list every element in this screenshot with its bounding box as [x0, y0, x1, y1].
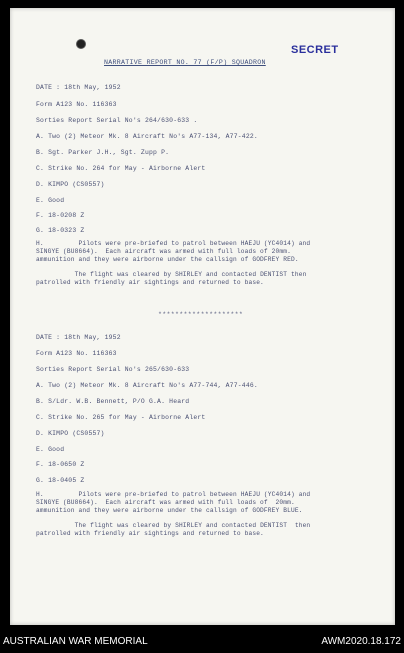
- s2-item-e: E. Good: [36, 446, 65, 453]
- s2-date: DATE : 18th May, 1952: [36, 334, 121, 341]
- s1-form: Form A123 No. 116363: [36, 101, 117, 108]
- punch-hole: [76, 39, 86, 49]
- footer-accession-number: AWM2020.18.172: [321, 636, 401, 647]
- s1-date: DATE : 18th May, 1952: [36, 84, 121, 91]
- s2-item-g: G. 18-0405 Z: [36, 477, 85, 484]
- s1-item-c: C. Strike No. 264 for May - Airborne Alert: [36, 165, 206, 172]
- s1-flight-paragraph: The flight was cleared by SHIRLEY and contacted DENTIST then patrolled with friendly air sightings and returned to base.: [36, 271, 307, 286]
- s1-item-a: A. Two (2) Meteor Mk. 8 Aircraft No's A77-134, A77-422.: [36, 133, 258, 140]
- section-separator: ********************: [158, 311, 244, 318]
- s1-item-d: D. KIMPO (CS0557): [36, 181, 105, 188]
- s1-item-b: B. Sgt. Parker J.H., Sgt. Zupp P.: [36, 149, 170, 156]
- s2-sorties: Sorties Report Serial No's 265/630-633: [36, 366, 190, 373]
- footer-source: AUSTRALIAN WAR MEMORIAL: [3, 636, 148, 647]
- s2-item-b: B. S/Ldr. W.B. Bennett, P/O G.A. Heard: [36, 398, 190, 405]
- s2-form: Form A123 No. 116363: [36, 350, 117, 357]
- s2-item-f: F. 18-0650 Z: [36, 461, 85, 468]
- s1-item-f: F. 18-0208 Z: [36, 212, 85, 219]
- secret-stamp: SECRET: [291, 44, 339, 56]
- s1-item-g: G. 18-0323 Z: [36, 227, 85, 234]
- s1-item-h: H. Pilots were pre-briefed to patrol between HAEJU (YC4014) and SINGYE (BU8664). Each aircraft was armed with full loads of 20mm. ammunition and they were airborne under the callsign of GODFREY RED.: [36, 240, 311, 263]
- s2-item-c: C. Strike No. 265 for May - Airborne Alert: [36, 414, 206, 421]
- s1-sorties: Sorties Report Serial No's 264/630-633 .: [36, 117, 198, 124]
- s2-item-d: D. KIMPO (CS0557): [36, 430, 105, 437]
- s2-item-h: H. Pilots were pre-briefed to patrol between HAEJU (YC4014) and SINGYE (BU8664). Each aircraft was armed with full loads of 20mm. ammunition and they were airborne under the callsign of GODFREY BLUE.: [36, 491, 311, 514]
- s2-flight-paragraph: The flight was cleared by SHIRLEY and contacted DENTIST then patrolled with friendly air sightings and returned to base.: [36, 522, 311, 537]
- s1-item-e: E. Good: [36, 197, 65, 204]
- s2-item-a: A. Two (2) Meteor Mk. 8 Aircraft No's A77-744, A77-446.: [36, 382, 258, 389]
- report-title: NARRATIVE REPORT NO. 77 (F/P) SQUADRON: [104, 59, 266, 66]
